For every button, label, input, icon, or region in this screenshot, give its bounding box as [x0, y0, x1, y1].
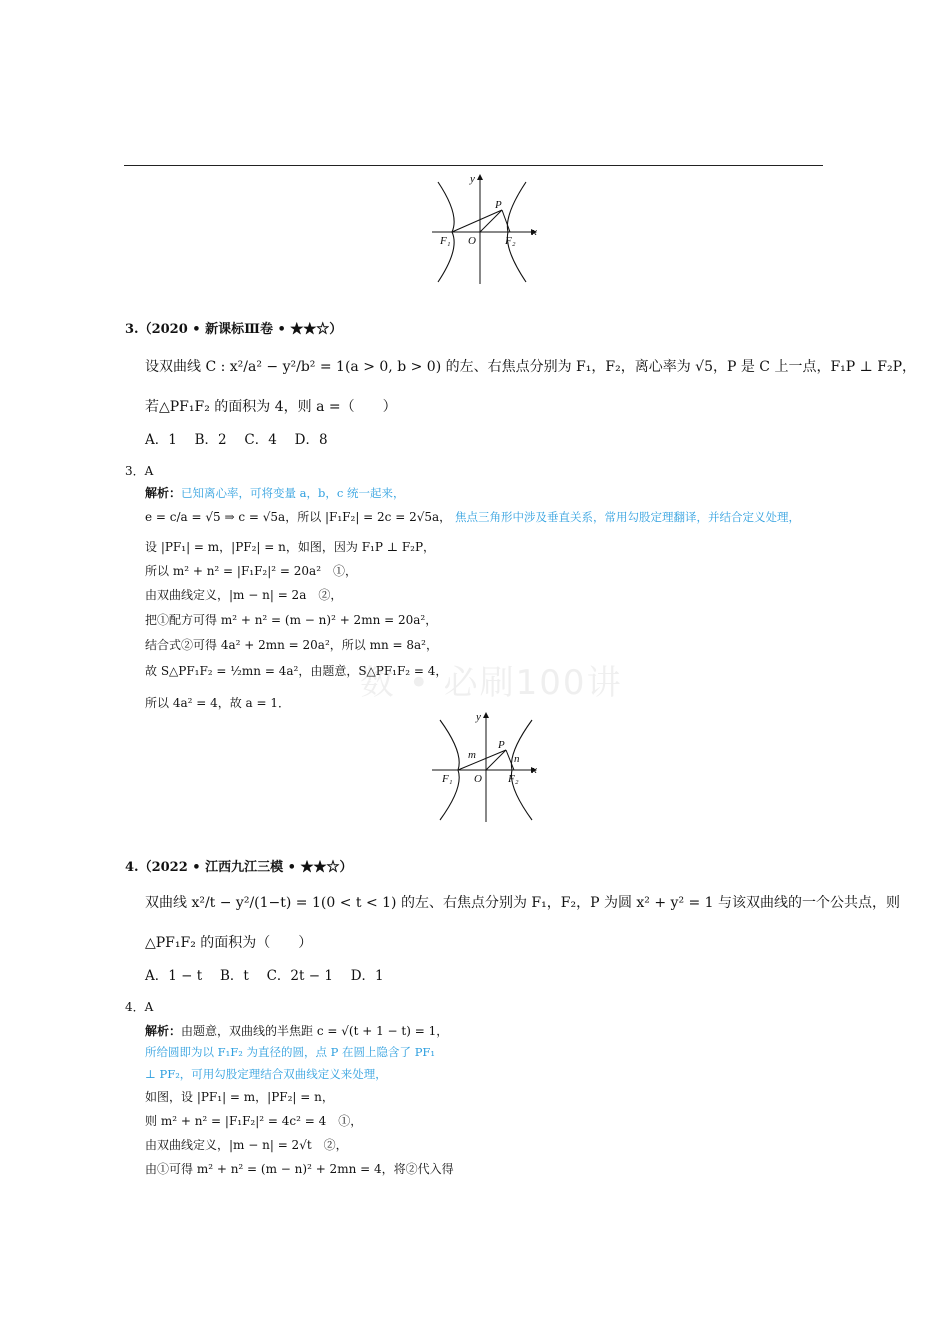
label-f2: F₂ — [505, 235, 516, 247]
q4-step-3: 则 m² + n² = |F₁F₂|² = 4c² = 4 ①， — [145, 1114, 363, 1128]
segment-po — [480, 210, 502, 232]
label-y: y — [476, 711, 481, 723]
segment-pf2 — [502, 210, 510, 232]
label-p: P — [498, 739, 505, 751]
q3-step-5: 把①配方可得 m² + n² = (m − n)² + 2mn = 20a²， — [145, 613, 438, 627]
q4-step-1: 由题意，双曲线的半焦距 c = √(t + 1 − t) = 1， — [181, 1024, 449, 1038]
q4-options: A．1 − t B．t C．2t − 1 D．1 — [145, 968, 384, 984]
label-f1: F₁ — [440, 235, 451, 247]
label-f2: F₂ — [508, 773, 519, 785]
hyperbola-figure-2 — [428, 708, 543, 826]
q3-solution-row-1 — [145, 484, 404, 501]
label-p: P — [495, 199, 502, 211]
q3-step-8: 所以 4a² = 4，故 a = 1． — [145, 696, 291, 710]
q3-solution-row-2 — [145, 508, 800, 525]
q3-hint-2: 焦点三角形中涉及垂直关系，常用勾股定理翻译，并结合定义处理， — [455, 510, 800, 524]
q4-line1: 双曲线 x²/t − y²/(1−t) = 1(0 < t < 1) 的左、右焦点分别为 F₁，F₂，P 为圆 x² + y² = 1 与该双曲线的一个公共点，则 — [145, 895, 901, 911]
q3-hint-1: 已知离心率，可将变量 a，b，c 统一起来， — [181, 486, 405, 500]
q3-step-1: e = c/a = √5 ⇒ c = √5a，所以 |F₁F₂| = 2c = 2√5a， — [145, 510, 452, 524]
q3-solution-label: 解析： — [145, 486, 182, 500]
q3-step-7: 故 S△PF₁F₂ = ½mn = 4a²，由题意，S△PF₁F₂ = 4， — [145, 664, 448, 678]
watermark: 数 • 必刷100讲 — [360, 663, 623, 703]
q4-answer: 4．A — [125, 1000, 154, 1014]
label-m: m — [468, 749, 476, 761]
q4-hint-1: 所给圆即为以 F₁F₂ 为直径的圆，点 P 在圆上隐含了 PF₁ — [145, 1045, 436, 1059]
segment-pf1 — [452, 210, 502, 232]
q3-options: A．1 B．2 C．4 D．8 — [145, 432, 328, 448]
q4-line2: △PF₁F₂ 的面积为（ ） — [145, 935, 313, 951]
label-f1: F₁ — [442, 773, 453, 785]
label-y: y — [470, 173, 475, 185]
q3-header: 3.（2020 • 新课标Ⅲ卷 • ★★☆） — [125, 322, 343, 337]
q3-step-6: 结合式②可得 4a² + 2mn = 20a²，所以 mn = 8a²， — [145, 638, 438, 652]
q3-step-4: 由双曲线定义，|m − n| = 2a ②， — [145, 588, 343, 602]
q4-step-5: 由①可得 m² + n² = (m − n)² + 2mn = 4，将②代入得 — [145, 1162, 454, 1176]
q4-solution-label: 解析： — [145, 1024, 182, 1038]
header-rule — [124, 165, 823, 166]
q4-step-2: 如图，设 |PF₁| = m，|PF₂| = n， — [145, 1090, 334, 1104]
segment-po — [486, 750, 506, 770]
q3-answer: 3．A — [125, 464, 154, 478]
label-o: O — [468, 235, 476, 247]
segment-n — [506, 750, 514, 770]
q3-step-3: 所以 m² + n² = |F₁F₂|² = 20a² ①， — [145, 564, 357, 578]
hyperbola-figure-1 — [428, 170, 543, 288]
q4-solution-row-1 — [145, 1022, 448, 1039]
q3-line2: 若△PF₁F₂ 的面积为 4，则 a =（ ） — [145, 399, 397, 415]
q4-header: 4.（2022 • 江西九江三模 • ★★☆） — [125, 860, 353, 875]
label-x: x — [532, 764, 537, 776]
label-n: n — [514, 753, 520, 765]
label-o: O — [474, 773, 482, 785]
q4-step-4: 由双曲线定义，|m − n| = 2√t ②， — [145, 1138, 348, 1152]
q3-line1: 设双曲线 C : x²/a² − y²/b² = 1(a > 0, b > 0) 的左、右焦点分别为 F₁，F₂，离心率为 √5，P 是 C 上一点，F₁P ⊥ F₂P， — [145, 359, 917, 375]
segment-m — [458, 750, 506, 770]
q4-hint-2: ⊥ PF₂，可用勾股定理结合双曲线定义来处理， — [145, 1067, 387, 1081]
label-x: x — [532, 226, 537, 238]
q3-step-2: 设 |PF₁| = m，|PF₂| = n，如图，因为 F₁P ⊥ F₂P， — [145, 540, 436, 554]
